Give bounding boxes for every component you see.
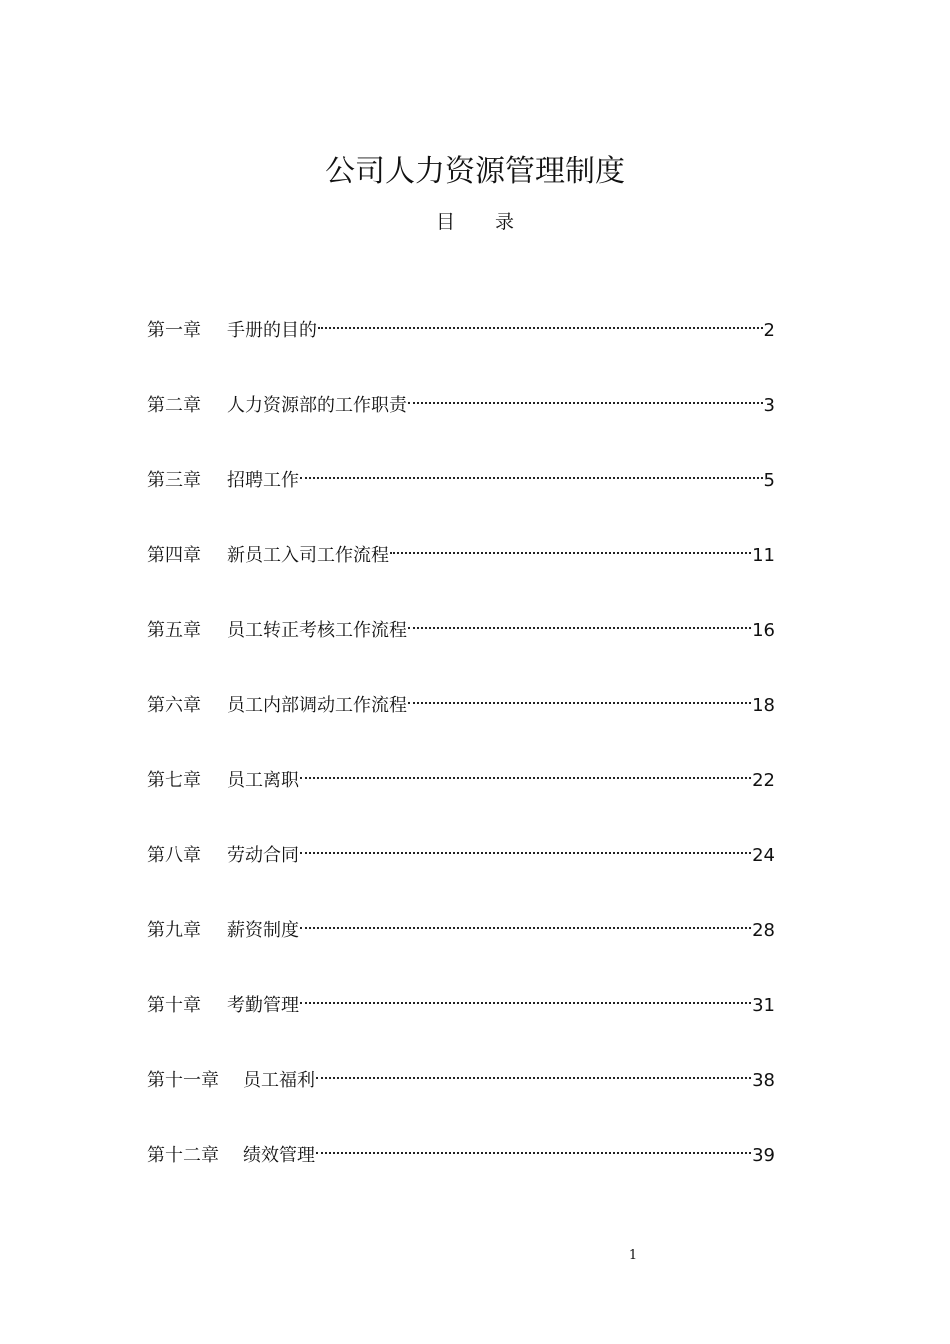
- toc-entry[interactable]: [147, 1131, 775, 1166]
- toc-page-number: 38: [752, 1070, 775, 1091]
- toc-page-number: 31: [752, 995, 775, 1016]
- toc-entry[interactable]: [147, 606, 775, 641]
- toc-leader-dots: [316, 1056, 751, 1086]
- toc-page-number: 3: [763, 395, 775, 416]
- toc-page-number: 28: [752, 920, 775, 941]
- toc-chapter-label: 第八章: [147, 845, 201, 866]
- toc-leader-dots: [408, 381, 763, 411]
- toc-page-number: 24: [752, 845, 775, 866]
- toc-page-number: 5: [763, 470, 775, 491]
- toc-heading-char-1: 目: [435, 211, 455, 233]
- toc-leader-dots: [318, 306, 763, 336]
- toc-chapter-label: 第七章: [147, 770, 201, 791]
- toc-chapter-label: 第十章: [147, 995, 201, 1016]
- toc-leader-dots: [390, 531, 751, 561]
- toc-leader-dots: [300, 831, 751, 861]
- toc-page-number: 16: [752, 620, 775, 641]
- toc-page-number: 22: [752, 770, 775, 791]
- toc-entry-title: 新员工入司工作流程: [227, 545, 389, 566]
- toc-entry-title: 员工离职: [227, 770, 299, 791]
- toc-entry[interactable]: [147, 456, 775, 491]
- toc-entry-title: 员工内部调动工作流程: [227, 695, 407, 716]
- toc-leader-dots: [300, 456, 763, 486]
- toc-entry[interactable]: [147, 381, 775, 416]
- toc-entry-title: 考勤管理: [227, 995, 299, 1016]
- toc-leader-dots: [300, 906, 751, 936]
- toc-chapter-label: 第一章: [147, 320, 201, 341]
- toc-heading-char-2: 录: [495, 211, 515, 233]
- toc-chapter-label: 第三章: [147, 470, 201, 491]
- toc-entry-title: 薪资制度: [227, 920, 299, 941]
- toc-entry[interactable]: [147, 306, 775, 341]
- document-title: 公司人力资源管理制度: [325, 154, 625, 189]
- toc-chapter-label: 第四章: [147, 545, 201, 566]
- toc-leader-dots: [408, 681, 751, 711]
- toc-entry[interactable]: [147, 981, 775, 1016]
- toc-chapter-label: 第二章: [147, 395, 201, 416]
- toc-chapter-label: 第十二章: [147, 1145, 219, 1166]
- toc-chapter-label: 第五章: [147, 620, 201, 641]
- toc-entry[interactable]: [147, 756, 775, 791]
- toc-entry[interactable]: [147, 831, 775, 866]
- toc-heading: [0, 208, 950, 236]
- toc-chapter-label: 第九章: [147, 920, 201, 941]
- toc-entry[interactable]: [147, 1056, 775, 1091]
- table-of-contents: [147, 306, 775, 1206]
- toc-entry-title: 员工转正考核工作流程: [227, 620, 407, 641]
- toc-chapter-label: 第十一章: [147, 1070, 219, 1091]
- toc-leader-dots: [300, 981, 751, 1011]
- toc-entry[interactable]: [147, 681, 775, 716]
- toc-leader-dots: [408, 606, 751, 636]
- toc-entry-title: 手册的目的: [227, 320, 317, 341]
- toc-page-number: 2: [763, 320, 775, 341]
- toc-page-number: 18: [752, 695, 775, 716]
- toc-entry-title: 员工福利: [243, 1070, 315, 1091]
- toc-leader-dots: [300, 756, 751, 786]
- toc-entry-title: 招聘工作: [227, 470, 299, 491]
- toc-page-number: 11: [752, 545, 775, 566]
- toc-page-number: 39: [752, 1145, 775, 1166]
- toc-leader-dots: [316, 1131, 751, 1161]
- toc-entry-title: 绩效管理: [243, 1145, 315, 1166]
- toc-chapter-label: 第六章: [147, 695, 201, 716]
- toc-entry[interactable]: [147, 906, 775, 941]
- page-number: 1: [628, 1248, 638, 1263]
- toc-entry[interactable]: [147, 531, 775, 566]
- toc-entry-title: 人力资源部的工作职责: [227, 395, 407, 416]
- toc-entry-title: 劳动合同: [227, 845, 299, 866]
